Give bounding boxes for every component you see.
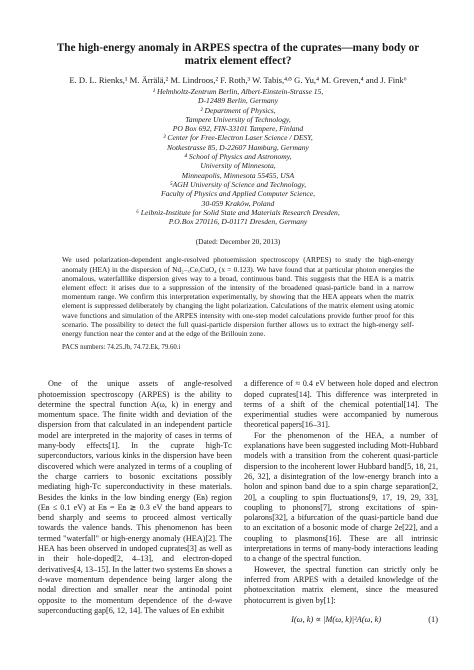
affiliation-line: 30-059 Kraków, Poland [201,198,275,208]
paragraph: However, the spectral function can strictly only be inferred from ARPES with a detailed knowledge of the photoexcitation matrix element, since the measured photocurrent is given by[1]: [244,564,438,605]
equation-1 [244,615,438,625]
affiliation-line: ³ Center for Free-Electron Laser Science / DESY, [163,133,313,143]
affiliation-line: Faculty of Physics and Applied Computer Science, [160,189,316,199]
author-list: E. D. L. Rienks,¹ M. Ärrälä,² M. Lindroos,² F. Roth,³ W. Tabis,⁴ʴ⁵ G. Yu,⁴ M. Greven,⁴ and J. Fink⁶ [69,75,407,85]
abstract: We used polarization-dependent angle-resolved photoemission spectroscopy (ARPES) to study the high-energy anomaly (HEA) in the dispersion of Nd₂₋ₓCeₓCuO₄ (x = 0.123). We have found that at particular photon energies the anomalous, waterfalllike dispersion gives way to a broad, continuous band. This suggests that the HEA is a matrix element effect: it arises due to a suppression of the intensity of the broadened quasi-particle band in a narrow momentum range. We confirm this interpretation experimentally, by showing that the HEA appears when the matrix element is suppressed deliberately by changing the light polarization. Calculations of the matrix element using atomic wave functions and simulation of the ARPES intensity with one-step model calculations provide further proof for this scenario. The possibility to detect the full quasi-particle dispersion further allows us to extract the high-energy self-energy function near the center and at the edge of the Brillouin zone. [62,255,414,339]
affiliation-line: Minneapolis, Minnesota 55455, USA [181,170,295,180]
right-column [244,379,438,625]
pacs-numbers: PACS numbers: 74.25.Jb, 74.72.Ek, 79.60.i [62,344,181,352]
affiliation-line: P.O.Box 270116, D-01171 Dresden, Germany [168,217,308,227]
paragraph: One of the unique assets of angle-resolved photoemission spectroscopy (ARPES) is the ability to determine the spectral function A(ω, k) in energy and momentum space. The finite width and deviation of the dispersion from that calculated in an independent particle model are interpreted in the majority of cases in terms of many-body effects[1]. In the cuprate high-Tᴄ superconductors, various kinks in the dispersion have been discovered which were analyzed in terms of a coupling of the charge carriers to bosonic excitations possibly mediating high-Tᴄ superconductivity in these materials. Besides the kinks in the low binding energy (Eʙ) region (Eʙ ≤ 0.1 eV) at Eʙ = Eʙ ≳ 0.3 eV the band appears to bend sharply and seems to proceed almost vertically towards the valence bands. This phenomenon has been termed "waterfall" or high-energy anomaly (HEA)[2]. The HEA has been observed in undoped cuprates[3] as well as in their hole-doped[2, 4–13], and electron-doped derivatives[4, 13–15]. In the latter two systems Eʙ shows a d-wave momentum dependence being larger along the nodal direction and smaller near the antinodal point opposite to the momentum dependence of the d-wave superconducting gap[6, 12, 14]. The values of Eʙ exhibit [38,379,232,615]
left-column [38,379,232,625]
affiliation-line: Tampere University of Technology, [185,114,291,124]
date-line: (Dated: December 20, 2013) [195,237,281,247]
affiliation-line: ¹ Helmholtz-Zentrum Berlin, Albert-Einstein-Strasse 15, [152,87,324,96]
affiliation-line: PO Box 692, FIN-33101 Tampere, Finland [172,124,304,134]
equation-number: (1) [428,614,438,624]
affiliation-line: ² Department of Physics, [200,105,276,115]
affiliation-line: ⁶ Leibniz-Institute for Solid State and Materials Research Dresden, [136,207,340,217]
affiliation-line: ⁴ School of Physics and Astronomy, [184,152,292,162]
affiliation-line: University of Minnesota, [200,161,276,171]
affiliation-list [38,87,438,226]
paragraph: a difference of ≈ 0.4 eV between hole doped and electron doped cuprates[14]. This difference was interpreted in terms of a shift of the chemical potential[14]. The experimential studies were accompanied by numerous theoretical papers[16–31]. [244,379,438,430]
affiliation-line: D-12489 Berlin, Germany [198,96,278,106]
paper-title: The high-energy anomaly in ARPES spectra of the cuprates—many body or matrix element effect? [56,42,420,67]
affiliation-line: Notkestrasse 85, D-22607 Hamburg, Germany [167,142,309,152]
two-column-body [38,379,438,625]
affiliation-line: ⁵AGH University of Science and Technology, [169,179,307,189]
equation-expression: I(ω, k) ∝ |M(ω, k)|²A(ω, k) [291,614,382,624]
paragraph: For the phenomenon of the HEA, a number of explanations have been suggested including Mott-Hubbard models with a transition from the coherent quasi-particle dispersion to the incoherent lower Hubbard band[5, 18, 21, 26, 32], a disintegration of the low-energy branch into a holon and spinon band due to a spin charge separation[2, 20], a coupling to spin fluctuations[9, 17, 19, 29, 33], coupling to phonons[7], strong excitations of spin-polarons[32], a bifurcation of the quasi-particle band due to an excitation of a bosonic mode of charge 2e[22], and a coupling to plasmons[16]. These are all intrinsic interpretations in terms of many-body interactions leading to a change of the spectral function. [244,430,438,564]
